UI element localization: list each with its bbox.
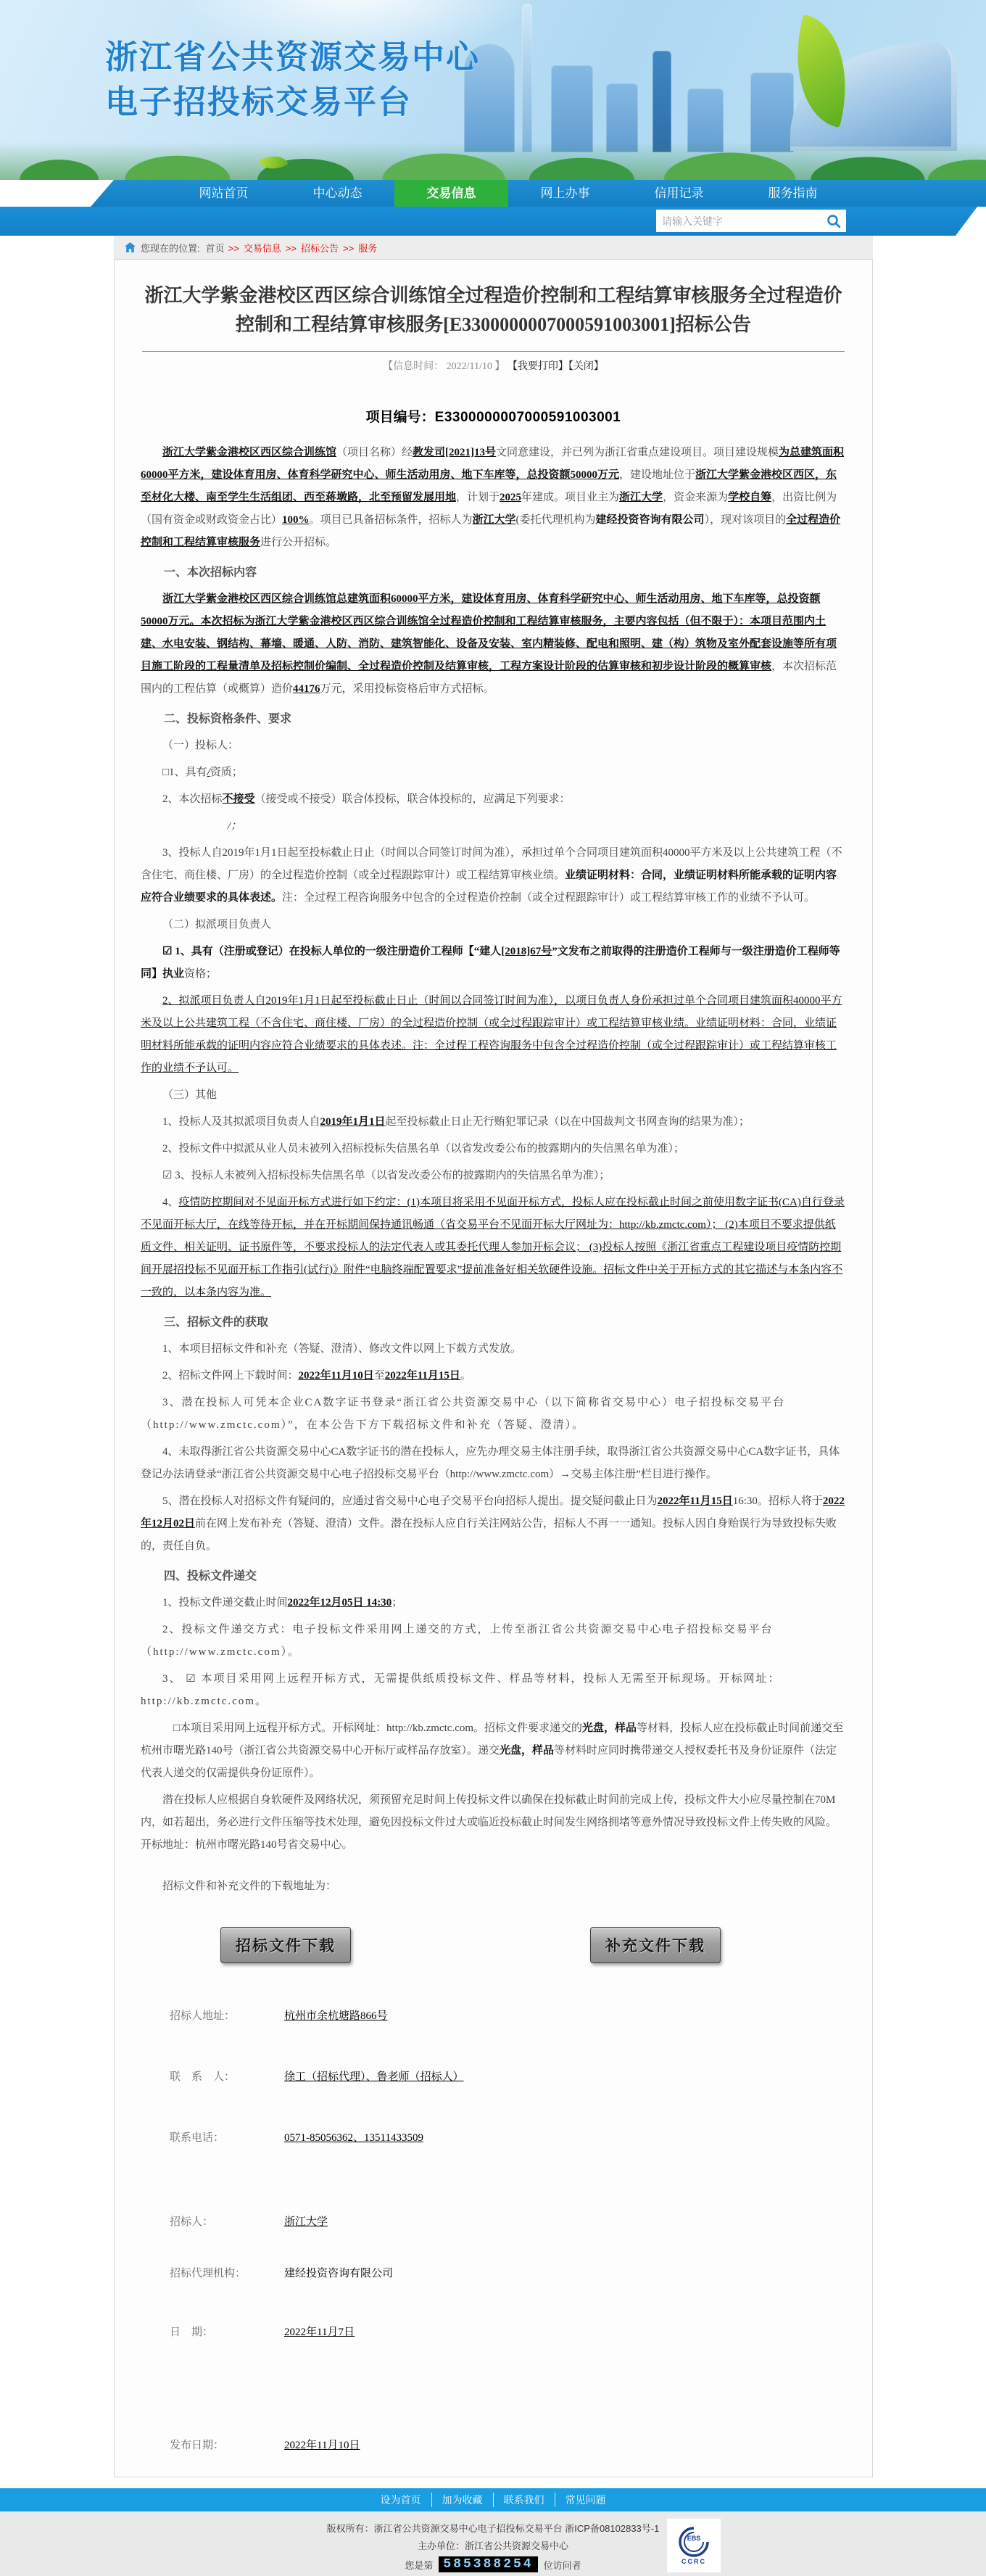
breadcrumb xyxy=(114,236,873,259)
contact-value: 徐工（招标代理）、鲁老师（招标人） xyxy=(284,2071,464,2083)
paragraph: 5、潜在投标人对招标文件有疑问的，应通过省交易中心电子交易平台向招标人提出。提交疑问截止日为2022年11月15日16:30。招标人将于2022年12月02日前在网上发布补充（答疑、澄清）文件。潜在投标人应自行关注网站公告，招标人不再一一通知。投标人因自身贻误行为导致投标失败的，责任自负。 xyxy=(141,1495,845,1552)
info-time-label: 【信息时间： xyxy=(383,361,444,372)
search-input[interactable] xyxy=(656,215,821,227)
project-number-label: 项目编号： xyxy=(365,410,435,425)
supplement-file-download-button[interactable]: 补充文件下载 xyxy=(590,1927,721,1963)
section-heading: 四、投标文件递交 xyxy=(164,1570,257,1582)
contact-value: 0571-85056362、13511433509 xyxy=(284,2132,423,2144)
nav-tabs xyxy=(167,180,850,207)
paragraph: （一）投标人： xyxy=(162,740,239,751)
paragraph: 4、疫情防控期间对不见面开标方式进行如下约定：(1)本项目将采用不见面开标方式，投标人应在投标截止时间之前使用数字证书(CA)自行登录不见面开标大厅，在线等待开标，并在开标期间保持通讯畅通（省交易平台不见面开标大厅网址为：http://kb.zmctc.com）； (2)本项目不要求提供纸质文件、相关证明、证书原件等，不要求投标人的法定代表人或其委托代理人参加开标会议； (3)投标人按照《浙江省重点工程建设项目疫情防控期间开展招投标不见面开标工作指引(试行)》附件“电脑终端配置要求”提前准备好相关软硬件设施。招标文件中关于开标方式的其它描述与本条内容不一致的，以本条内容为准。 xyxy=(141,1197,845,1298)
contact-value: 建经投资咨询有限公司 xyxy=(284,2268,394,2279)
paragraph: 2、拟派项目负责人自2019年1月1日起至投标截止日止（时间以合同签订时间为准），以项目负责人身份承担过单个合同项目建筑面积40000平方米及以上公共建筑工程（不含住宅、商住楼、厂房）的全过程造价控制（或全过程跟踪审计）或工程结算审核业绩。业绩证明材料：合同，业绩证明材料所能承载的证明内容应符合业绩要求的具体表述。注：全过程工程咨询服务中包含全过程造价控制（或全过程跟踪审计）或工程结算审核工作的业绩不予认可。 xyxy=(141,995,842,1074)
section-heading: 二、投标资格条件、要求 xyxy=(164,713,292,725)
contact-value: 2022年11月7日 xyxy=(284,2327,355,2338)
project-number-line xyxy=(141,406,846,426)
contact-label: 联 系 人： xyxy=(170,2071,236,2083)
search-strip xyxy=(0,207,986,236)
nav-tab-交易信息[interactable]: 交易信息 xyxy=(394,180,508,207)
section-heading: 一、本次招标内容 xyxy=(164,566,257,579)
visitor-suffix: 位访问者 xyxy=(543,2559,581,2571)
header-banner xyxy=(0,0,986,180)
trees-band xyxy=(0,142,986,180)
breadcrumb-home-link[interactable]: 首页 xyxy=(205,242,225,254)
main-navigation xyxy=(0,180,986,207)
building-shape xyxy=(750,73,794,152)
search-icon xyxy=(826,214,841,228)
info-time-value: 2022/11/10 xyxy=(446,361,492,372)
paragraph: 招标文件和补充文件的下载地址为： xyxy=(162,1881,337,1892)
nav-tab-网上办事[interactable]: 网上办事 xyxy=(540,186,590,200)
download-buttons-row xyxy=(141,1927,846,1963)
paragraph: □1、具有/资质； xyxy=(162,767,243,778)
ccrc-badge-icon xyxy=(678,2526,710,2558)
contact-row xyxy=(170,2436,846,2455)
contact-info-section xyxy=(141,2007,846,2455)
tender-file-download-button[interactable]: 招标文件下载 xyxy=(220,1927,351,1963)
contact-value: 杭州市余杭塘路866号 xyxy=(284,2010,388,2022)
visitor-counter-row xyxy=(0,2556,986,2572)
info-line xyxy=(141,358,846,373)
page-title: 浙江大学紫金港校区西区综合训练馆全过程造价控制和工程结算审核服务全过程造价控制和工程结算审核服务[E3300000007000591003001]招标公告 xyxy=(144,285,842,335)
building-shape xyxy=(652,51,671,152)
footer-links-bar xyxy=(0,2488,986,2511)
breadcrumb-separator: >> xyxy=(285,242,297,254)
breadcrumb-separator: >> xyxy=(228,242,239,254)
article-body xyxy=(141,442,846,1898)
site-logo-title xyxy=(105,35,480,125)
footer-link-设为首页[interactable]: 设为首页 xyxy=(370,2493,432,2507)
paragraph: 1、本项目招标文件和补充（答疑、澄清）、修改文件以网上下载方式发放。 xyxy=(162,1343,522,1355)
breadcrumb-links xyxy=(226,241,380,255)
breadcrumb-link-服务[interactable]: 服务 xyxy=(358,242,378,254)
contact-row xyxy=(170,2068,846,2086)
home-icon xyxy=(124,242,136,253)
close-link[interactable]: 【关闭】 xyxy=(568,361,604,372)
paragraph: 浙江大学紫金港校区西区综合训练馆（项目名称）经教发司[2021]13号文同意建设，并已列为浙江省重点建设项目。项目建设规模为总建筑面积60000平方米，建设体育用房、体育科学研究中心、师生活动用房、地下车库等，总投资额50000万元，建设地址位于浙江大学紫金港校区西区，东至材化大楼、南至学生生活组团、西至蒋墩路，北至预留发展用地，计划于2025年建成。项目业主为浙江大学，资金来源为学校自筹，出资比例为（国有资金或财政资金占比）100%。项目已具备招标条件，招标人为浙江大学(委托代理机构为建经投资咨询有限公司），现对该项目的全过程造价控制和工程结算审核服务进行公开招标。 xyxy=(141,447,845,548)
contact-label: 招标人： xyxy=(170,2216,214,2228)
breadcrumb-prefix: 您现在的位置: xyxy=(141,242,200,254)
footer xyxy=(0,2511,986,2576)
paragraph: 3、投标人自2019年1月1日起至投标截止日止（时间以合同签订时间为准），承担过单个合同项目建筑面积40000平方米及以上公共建筑工程（不含住宅、商住楼、厂房）的全过程造价控制（或全过程跟踪审计）或工程结算审核业绩。业绩证明材料：合同，业绩证明材料所能承载的证明内容应符合业绩要求的具体表述。注：全过程工程咨询服务中包含的全过程造价控制（或全过程跟踪审计）或工程结算审核工作的业绩不予认可。 xyxy=(141,847,842,904)
info-time-close: 】 xyxy=(494,361,505,372)
paragraph: /； xyxy=(228,820,242,832)
print-link[interactable]: 【我要打印】 xyxy=(507,361,568,372)
building-shape xyxy=(551,65,593,152)
paragraph: 2、招标文件网上下载时间：2022年11月10日至2022年11月15日。 xyxy=(162,1370,471,1382)
paragraph: 2、本次招标不接受（接受或不接受）联合体投标，联合体投标的，应满足下列要求： xyxy=(162,793,571,805)
paragraph: 浙江大学紫金港校区西区综合训练馆总建筑面积60000平方米，建设体育用房、体育科学研究中心、师生活动用房、地下车库等，总投资额50000万元。本次招标为浙江大学紫金港校区西区综合训练馆全过程造价控制和工程结算审核服务，主要内容包括（但不限于）：本项目范围内土建、水电安装、钢结构、幕墙、暖通、人防、消防、建筑智能化、设备及安装、室内精装修、配电和照明、建（构）筑物及室外配套设施等所有项目施工阶段的工程量清单及招标控制价编制、全过程造价控制及结算审核，工程方案设计阶段的估算审核和初步设计阶段的概算审核，本次招标范围内的工程估算（或概算）造价44176万元，采用投标资格后审方式招标。 xyxy=(141,593,837,695)
title-divider xyxy=(142,351,845,352)
paragraph: 潜在投标人应根据自身软硬件及网络状况，须预留充足时间上传投标文件以确保在投标截止时间前完成上传，投标文件大小应尽量控制在70M内，如若超出，务必进行文件压缩等技术处理，避免因投标文件过大或临近投标截止时间发生网络拥堵等意外情况导致投标文件上传失败的风险。开标地址：杭州市曙光路140号省交易中心。 xyxy=(141,1794,837,1851)
paragraph: 2、投标文件递交方式：电子投标文件采用网上递交的方式，上传至浙江省公共资源交易中心电子招投标交易平台（http://www.zmctc.com）。 xyxy=(141,1624,774,1658)
paragraph: □本项目采用网上远程开标方式。开标网址：http://kb.zmctc.com。招标文件要求递交的光盘，样品等材料，投标人应在投标截止时间前递交至杭州市曙光路140号（浙江省公共资源交易中心开标厅或样品存放室）。递交光盘，样品等材料时应同时携带递交人授权委托书及身份证原件（法定代表人递交的仅需提供身份证原件）。 xyxy=(141,1722,844,1779)
breadcrumb-separator: >> xyxy=(343,242,355,254)
contact-row xyxy=(170,2129,846,2147)
contact-label: 招标代理机构： xyxy=(170,2268,246,2279)
announcement-card xyxy=(114,259,873,2477)
search-box xyxy=(656,210,846,232)
paragraph: ☑ 1、具有（注册或登记）在投标人单位的一级注册造价工程师【“建人[2018]67号”文发布之前取得的注册造价工程师与一级注册造价工程师等同】执业资格； xyxy=(141,946,840,980)
footer-link-加为收藏[interactable]: 加为收藏 xyxy=(432,2493,494,2507)
nav-tab-网站首页[interactable]: 网站首页 xyxy=(199,186,249,200)
contact-label: 日 期： xyxy=(170,2327,214,2338)
section-heading: 三、招标文件的获取 xyxy=(164,1316,269,1329)
visitor-prefix: 您是第 xyxy=(405,2559,434,2571)
paragraph: 2、投标文件中拟派从业人员未被列入招标投标失信黑名单（以省发改委公布的披露期内的失信黑名单为准）； xyxy=(162,1143,685,1155)
site-title-line2: 电子招投标交易平台 xyxy=(105,83,413,120)
search-button[interactable] xyxy=(821,210,846,232)
paragraph: 1、投标文件递交截止时间2022年12月05日 14:30； xyxy=(162,1597,403,1609)
footer-gap xyxy=(0,2477,986,2488)
contact-row xyxy=(170,2213,846,2232)
contact-value: 2022年11月10日 xyxy=(284,2440,360,2451)
contact-row xyxy=(170,2007,846,2026)
contact-label: 招标人地址： xyxy=(170,2010,236,2022)
paragraph: 1、投标人及其拟派项目负责人自2019年1月1日起至投标截止日止无行贿犯罪记录（以在中国裁判文书网查询的结果为准）； xyxy=(162,1116,750,1128)
footer-link-联系我们[interactable]: 联系我们 xyxy=(494,2493,555,2507)
contact-row xyxy=(170,2323,846,2342)
footer-link-常见问题[interactable]: 常见问题 xyxy=(565,2494,606,2506)
contact-label: 联系电话： xyxy=(170,2132,225,2144)
contact-label: 发布日期： xyxy=(170,2440,225,2451)
project-number-value: E3300000007000591003001 xyxy=(434,410,621,425)
paragraph: ☑ 3、投标人未被列入招标投标失信黑名单（以省发改委公布的披露期内的失信黑名单为准）； xyxy=(162,1170,610,1181)
nav-tab-中心动态[interactable]: 中心动态 xyxy=(312,186,362,200)
nav-tab-信用记录[interactable]: 信用记录 xyxy=(654,186,704,200)
host-text: 主办单位：浙江省公共资源交易中心 xyxy=(417,2540,568,2551)
paragraph: 3、潜在投标人可凭本企业CA数字证书登录“浙江省公共资源交易中心（以下简称省交易中心）电子招投标交易平台（http://www.zmctc.com）”，在本公告下方下载招标文件和补充（答疑、澄清）。 xyxy=(141,1397,786,1431)
visitor-counter: 585388254 xyxy=(439,2556,537,2572)
copyright-text: 版权所有：浙江省公共资源交易中心电子招投标交易平台 浙ICP备08102833号-1 xyxy=(326,2523,660,2534)
paragraph: （三）其他 xyxy=(162,1089,218,1101)
nav-tab-服务指南[interactable]: 服务指南 xyxy=(768,186,818,200)
paragraph: 4、未取得浙江省公共资源交易中心CA数字证书的潜在投标人，应先办理交易主体注册手续，取得浙江省公共资源交易中心CA数字证书，具体登记办法请登录“浙江省公共资源交易中心电子招投标交易平台（http://www.zmctc.com）→交易主体注册”栏目进行操作。 xyxy=(141,1446,840,1480)
paragraph: 3、 ☑ 本项目采用网上远程开标方式，无需提供纸质投标文件、样品等材料，投标人无需至开标现场。开标网址：http://kb.zmctc.com。 xyxy=(141,1673,781,1707)
breadcrumb-link-招标公告[interactable]: 招标公告 xyxy=(301,242,339,254)
ccrc-badge-bottom-text: CCRC xyxy=(682,2558,706,2565)
ccrc-badge-top-text: EBS xyxy=(687,2535,701,2542)
contact-value: 浙江大学 xyxy=(284,2216,328,2228)
tower-spike-shape xyxy=(522,4,532,152)
site-title-line1: 浙江省公共资源交易中心 xyxy=(105,38,481,75)
paragraph: （二）拟派项目负责人 xyxy=(162,919,272,930)
contact-row xyxy=(170,2264,846,2283)
ccrc-certification-badge[interactable] xyxy=(667,2519,721,2572)
breadcrumb-link-交易信息[interactable]: 交易信息 xyxy=(243,242,281,254)
